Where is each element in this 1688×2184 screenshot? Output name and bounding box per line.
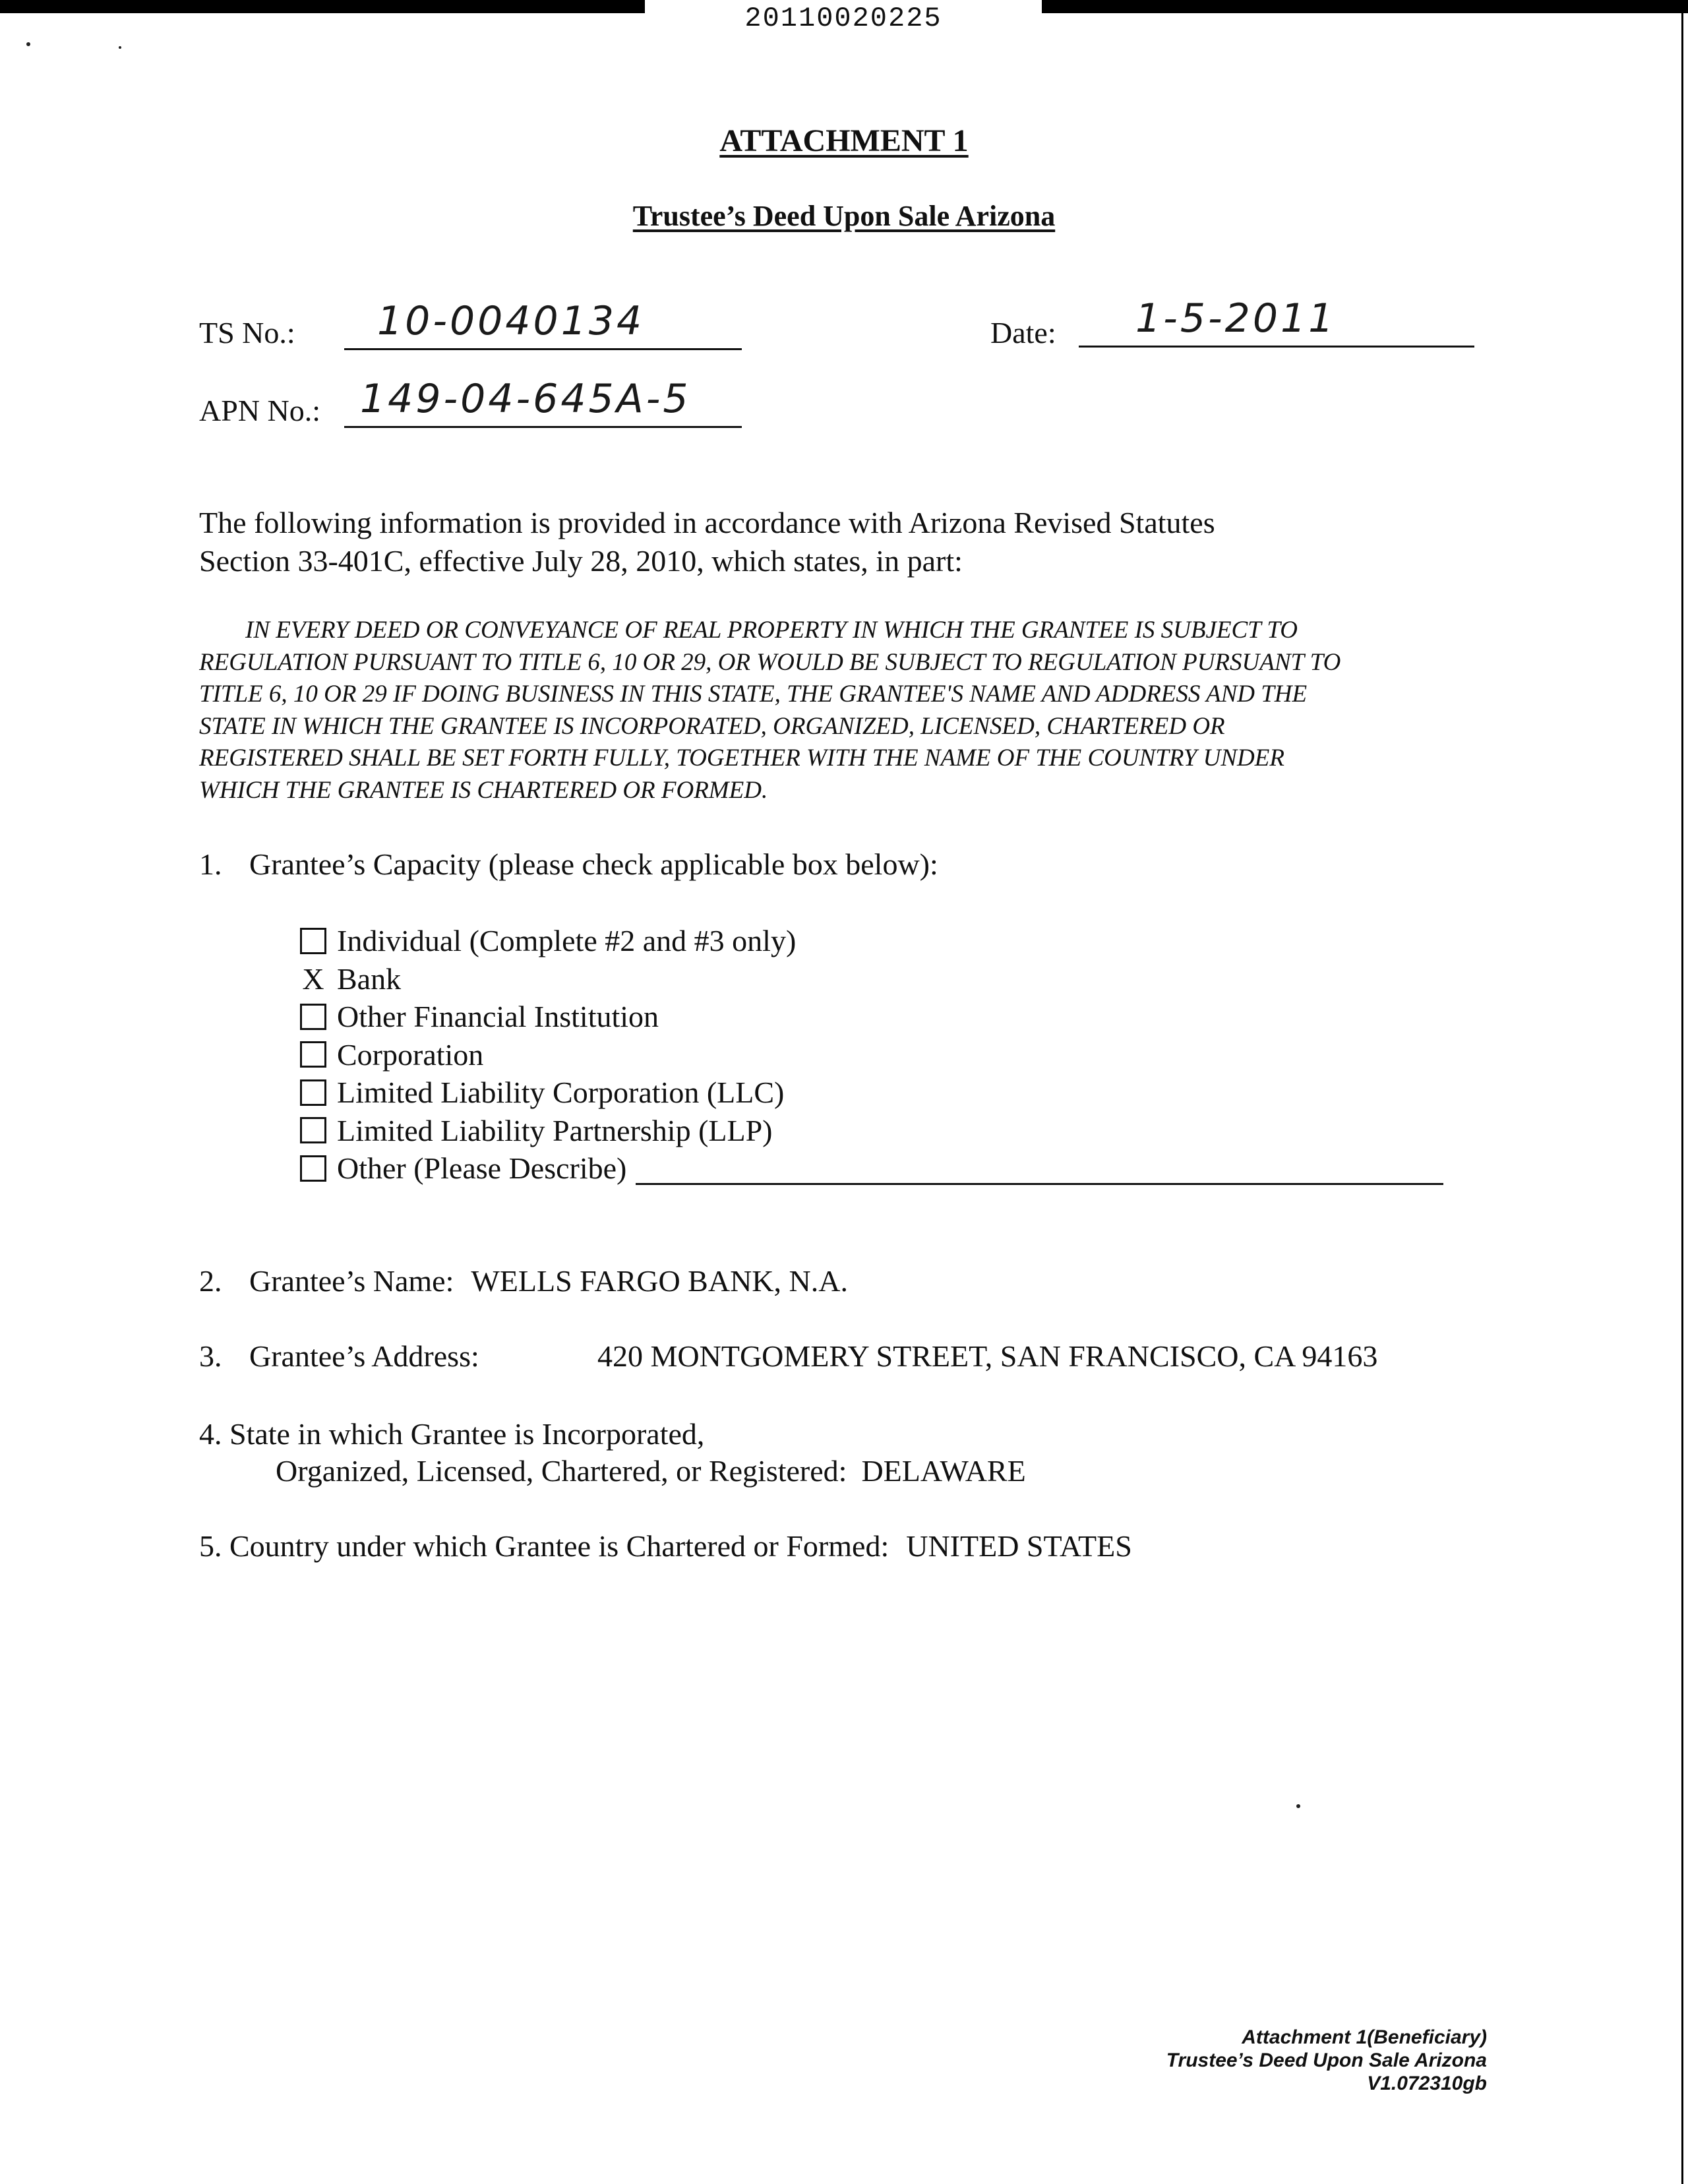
page-title: ATTACHMENT 1 <box>719 123 969 158</box>
quote-line: IN EVERY DEED OR CONVEYANCE OF REAL PROPERTY IN WHICH THE GRANTEE IS SUBJECT TO <box>245 617 1298 644</box>
option-label: Limited Liability Partnership (LLP) <box>337 1113 773 1147</box>
quote-line: STATE IN WHICH THE GRANTEE IS INCORPORATED, ORGANIZED, LICENSED, CHARTERED OR <box>199 712 1225 740</box>
checkbox-bank-checked[interactable]: X <box>302 961 324 996</box>
quote-line: REGULATION PURSUANT TO TITLE 6, 10 OR 29, OR WOULD BE SUBJECT TO REGULATION PURSUANT TO <box>199 648 1341 676</box>
country-value: UNITED STATES <box>906 1529 1132 1563</box>
date-line <box>1079 346 1474 348</box>
option-label: Other (Please Describe) <box>337 1151 627 1186</box>
state-incorporated-row <box>199 1416 704 1451</box>
grantee-address-label: Grantee’s Address: <box>249 1339 479 1373</box>
country-label: Country under which Grantee is Chartered or Formed: <box>229 1529 889 1563</box>
statute-quote <box>199 615 1341 807</box>
page-footer <box>1166 2026 1487 2095</box>
option-individual <box>300 922 1443 960</box>
other-describe-line <box>636 1183 1443 1185</box>
checkbox-llp[interactable] <box>300 1117 326 1143</box>
state-incorporated-label-2: Organized, Licensed, Chartered, or Registered: <box>276 1454 847 1488</box>
item-number: 5. <box>199 1529 222 1563</box>
date-label: Date: <box>990 316 1056 349</box>
intro-line: Section 33-401C, effective July 28, 2010, which states, in part: <box>199 544 963 578</box>
grantee-name-value: WELLS FARGO BANK, N.A. <box>471 1264 848 1298</box>
option-bank <box>300 960 1443 998</box>
apn-number-line <box>344 426 742 428</box>
item-number: 2. <box>199 1264 222 1298</box>
scan-speck <box>26 42 30 46</box>
item-number: 4. <box>199 1417 222 1451</box>
footer-line: Attachment 1(Beneficiary) <box>1242 2026 1487 2048</box>
option-corporation <box>300 1036 1443 1074</box>
apn-number-value: 149-04-645A-5 <box>360 376 691 422</box>
scan-top-edge-right <box>1042 0 1688 13</box>
option-llc <box>300 1074 1443 1112</box>
scan-speck <box>1296 1804 1300 1808</box>
checkbox-other[interactable] <box>300 1155 326 1182</box>
question-capacity <box>199 847 938 882</box>
option-other <box>300 1149 1443 1188</box>
option-label: Limited Liability Corporation (LLC) <box>337 1076 785 1110</box>
question-text: Grantee’s Capacity (please check applicable box below): <box>249 847 938 881</box>
date-value: 1-5-2011 <box>1135 295 1337 342</box>
quote-line: TITLE 6, 10 OR 29 IF DOING BUSINESS IN THIS STATE, THE GRANTEE'S NAME AND ADDRESS AND THE <box>199 681 1308 708</box>
quote-line: REGISTERED SHALL BE SET FORTH FULLY, TOGETHER WITH THE NAME OF THE COUNTRY UNDER <box>199 744 1284 772</box>
apn-number-label: APN No.: <box>199 394 321 427</box>
grantee-name-row <box>199 1263 848 1298</box>
option-label: Individual (Complete #2 and #3 only) <box>337 924 797 958</box>
ts-number-value: 10-0040134 <box>377 298 645 344</box>
capacity-options <box>300 922 1443 1188</box>
checkbox-other-financial-institution[interactable] <box>300 1004 326 1030</box>
grantee-address-value: 420 MONTGOMERY STREET, SAN FRANCISCO, CA 94163 <box>597 1339 1378 1373</box>
footer-line: Trustee’s Deed Upon Sale Arizona <box>1166 2049 1487 2071</box>
option-other-financial-institution <box>300 998 1443 1036</box>
checkbox-corporation[interactable] <box>300 1041 326 1068</box>
scan-right-edge <box>1681 13 1683 2184</box>
option-llp <box>300 1112 1443 1150</box>
state-incorporated-row-2 <box>276 1453 1026 1488</box>
scan-top-edge-left <box>0 0 645 13</box>
grantee-address-row <box>199 1339 479 1374</box>
item-number: 1. <box>199 847 222 881</box>
document-number: 20110020225 <box>744 3 942 34</box>
scan-speck <box>119 46 121 49</box>
page-subtitle: Trustee’s Deed Upon Sale Arizona <box>632 200 1056 232</box>
checkbox-individual[interactable] <box>300 928 326 954</box>
item-number: 3. <box>199 1339 222 1373</box>
ts-number-line <box>344 348 742 350</box>
state-incorporated-value: DELAWARE <box>861 1454 1026 1488</box>
state-incorporated-label: State in which Grantee is Incorporated, <box>229 1417 705 1451</box>
option-label: Other Financial Institution <box>337 1000 659 1034</box>
intro-line: The following information is provided in accordance with Arizona Revised Statutes <box>199 506 1215 539</box>
country-row <box>199 1529 1132 1563</box>
checkbox-llc[interactable] <box>300 1079 326 1106</box>
intro-paragraph <box>199 504 1215 580</box>
option-label: Corporation <box>337 1037 484 1072</box>
quote-line: WHICH THE GRANTEE IS CHARTERED OR FORMED. <box>199 776 768 804</box>
grantee-name-label: Grantee’s Name: <box>249 1264 454 1298</box>
footer-line: V1.072310gb <box>1367 2073 1487 2094</box>
ts-number-label: TS No.: <box>199 316 295 349</box>
option-label: Bank <box>337 961 402 996</box>
